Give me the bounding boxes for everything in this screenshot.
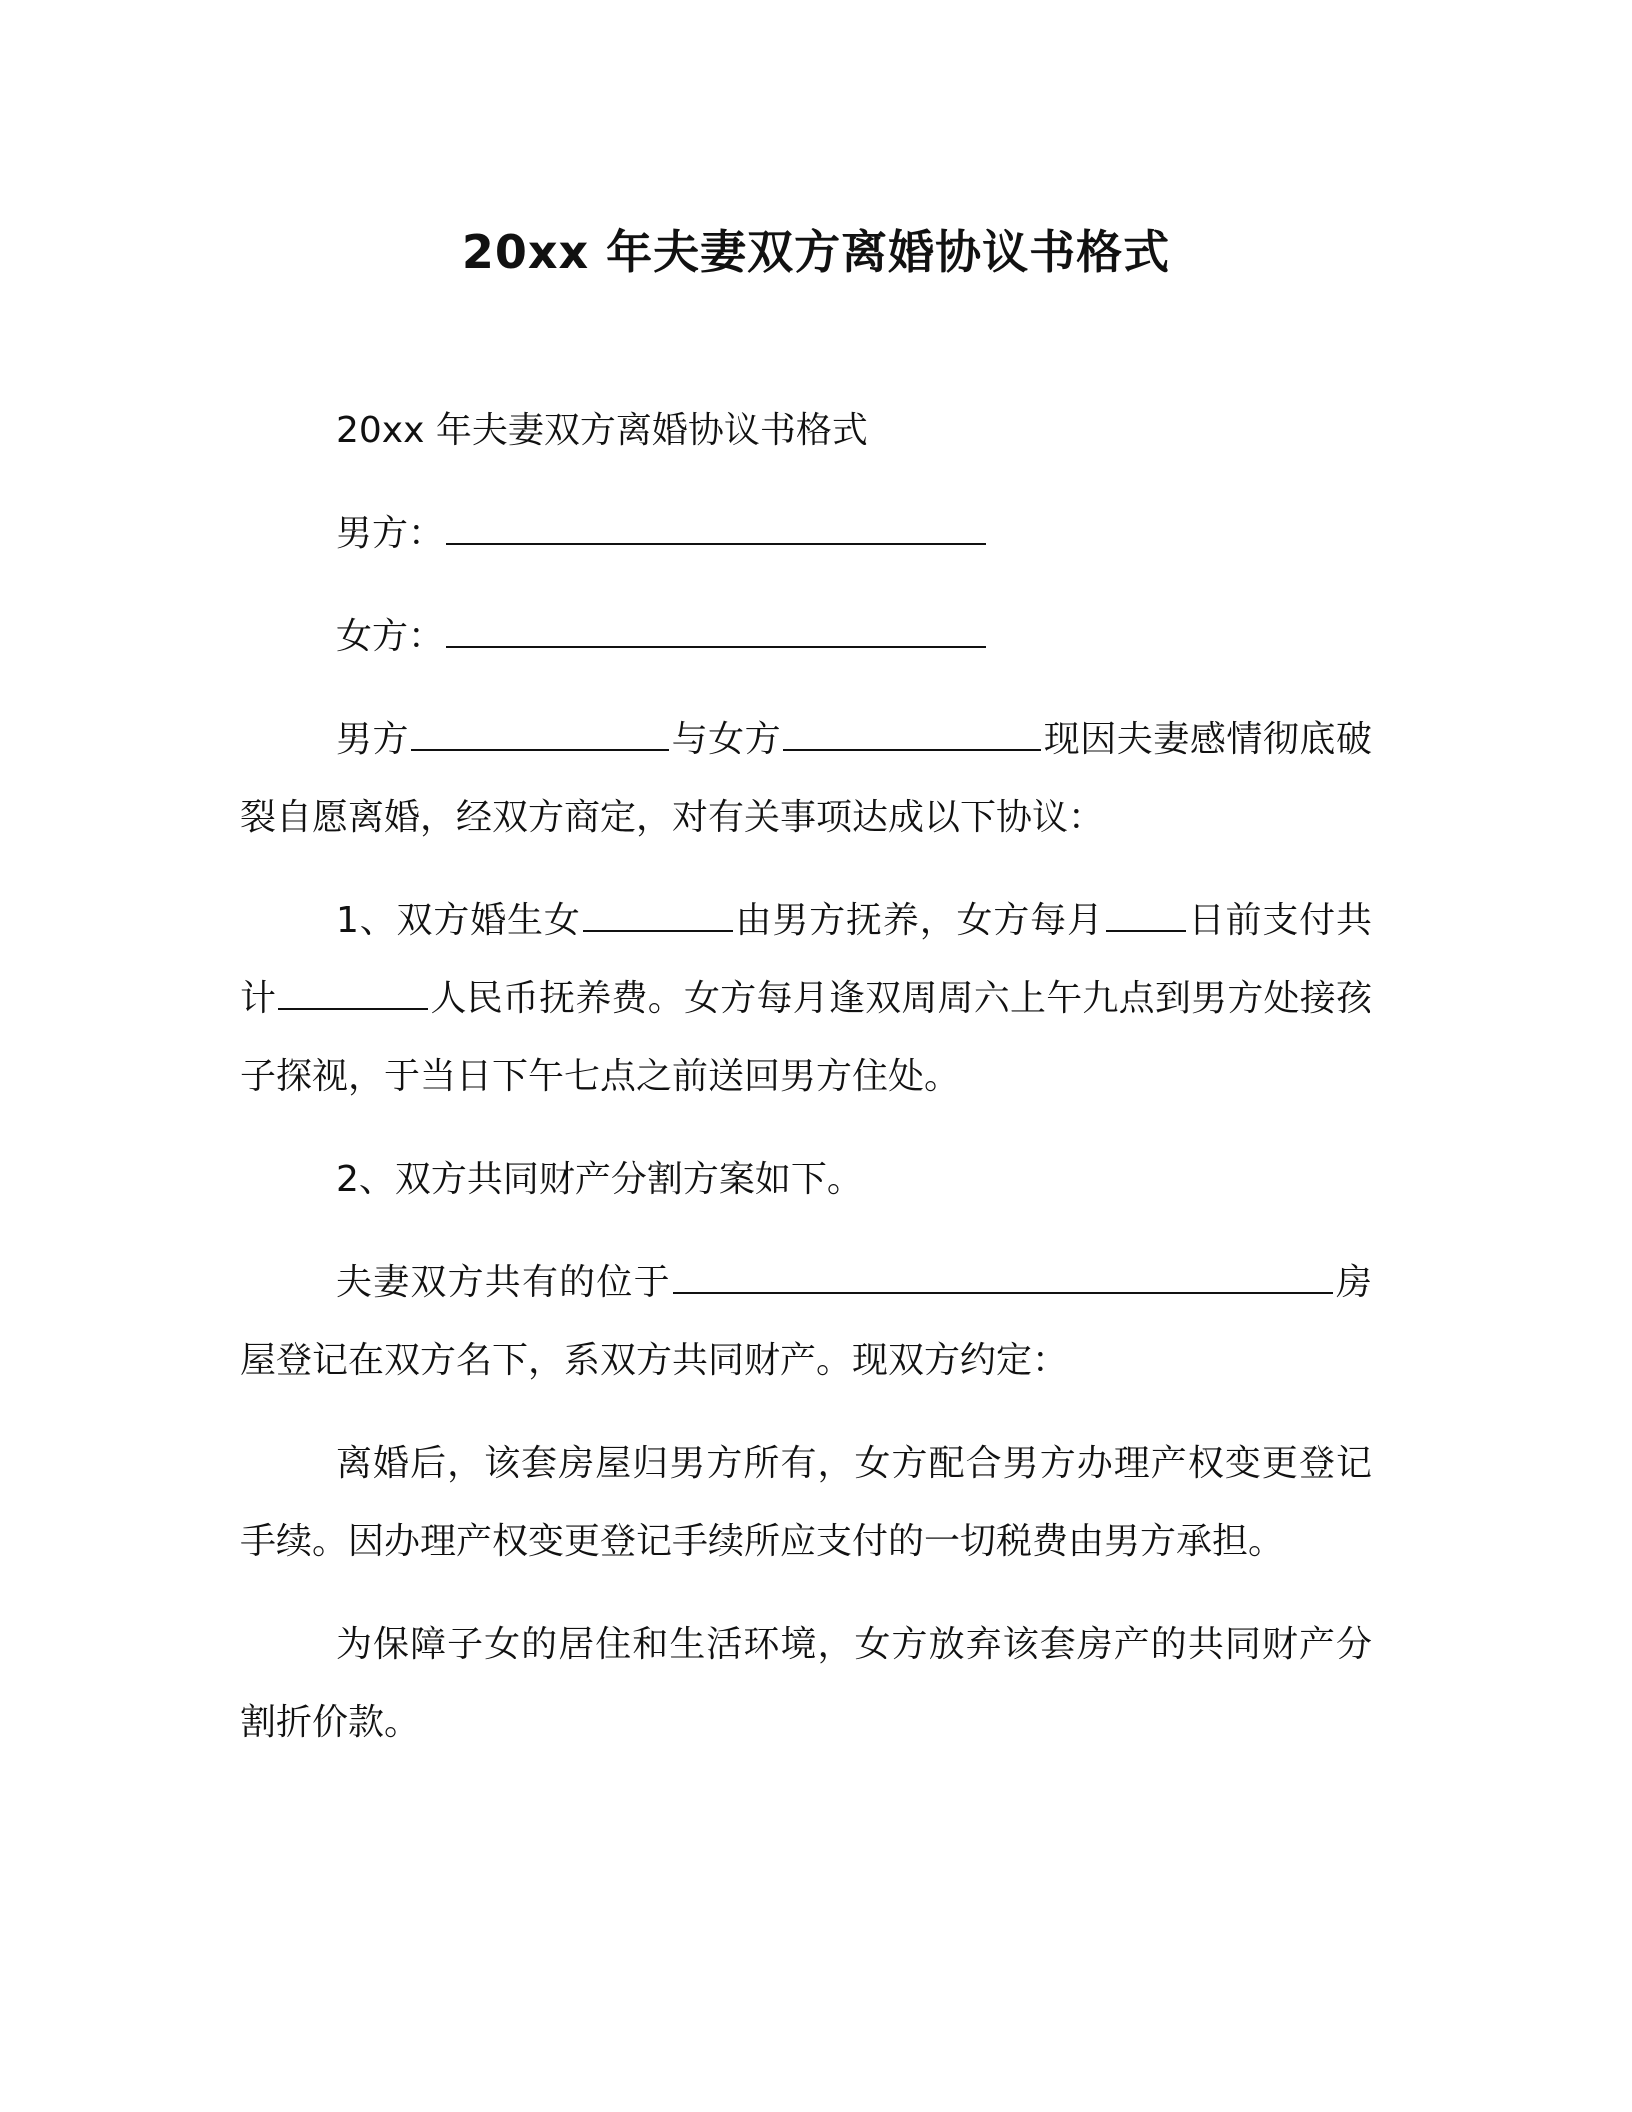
house-text-1: 夫妻双方共有的位于 bbox=[336, 1262, 671, 1303]
guarantee-text: 为保障子女的居住和生活环境，女方放弃该套房产的共同财产分割折价款。 bbox=[240, 1624, 1372, 1743]
woman-name-blank[interactable] bbox=[446, 614, 986, 648]
subtitle: 20xx 年夫妻双方离婚协议书格式 bbox=[336, 410, 868, 451]
intro-text-2: 与女方 bbox=[671, 719, 782, 760]
pay-day-blank[interactable] bbox=[1106, 898, 1186, 932]
subtitle-paragraph bbox=[240, 392, 1372, 470]
after-divorce-text: 离婚后，该套房屋归男方所有，女方配合男方办理产权变更登记手续。因办理产权变更登记手续所应支付的一切税费由男方承担。 bbox=[240, 1443, 1372, 1562]
house-paragraph bbox=[240, 1244, 1372, 1400]
clause-1-text-2: 由男方抚养，女方每月 bbox=[734, 900, 1104, 941]
clause-1-text-1: 1、双方婚生女 bbox=[336, 900, 581, 941]
clause-2-text: 2、双方共同财产分割方案如下。 bbox=[336, 1159, 863, 1200]
intro-text-3: 现因夫妻感情彻底破裂自愿离婚，经双方商定，对有关事项达成以下协议： bbox=[240, 719, 1372, 838]
woman-label: 女方： bbox=[336, 616, 445, 657]
clause-1-text-4: 人民币抚养费。女方每月逢双周周六上午九点到男方处接孩子探视，于当日下午七点之前送回男方住处。 bbox=[240, 978, 1372, 1097]
intro-man-blank[interactable] bbox=[411, 717, 669, 751]
clause-1-paragraph bbox=[240, 882, 1372, 1116]
intro-paragraph bbox=[240, 701, 1372, 857]
house-address-blank[interactable] bbox=[673, 1260, 1333, 1294]
man-name-line bbox=[240, 495, 1372, 573]
intro-woman-blank[interactable] bbox=[783, 717, 1041, 751]
guarantee-paragraph bbox=[240, 1606, 1372, 1762]
man-name-blank[interactable] bbox=[446, 511, 986, 545]
clause-2-paragraph bbox=[240, 1141, 1372, 1219]
woman-name-line bbox=[240, 598, 1372, 676]
man-label: 男方： bbox=[336, 513, 445, 554]
intro-text-1: 男方 bbox=[336, 719, 410, 760]
after-divorce-paragraph bbox=[240, 1425, 1372, 1581]
document-body bbox=[240, 392, 1372, 1787]
clause-1-text-3: 日前支付共计 bbox=[240, 900, 1372, 1019]
document-title: 20xx 年夫妻双方离婚协议书格式 bbox=[461, 225, 1171, 279]
support-amount-blank[interactable] bbox=[278, 976, 428, 1010]
daughter-name-blank[interactable] bbox=[583, 898, 733, 932]
house-text-2: 房屋登记在双方名下，系双方共同财产。现双方约定： bbox=[240, 1262, 1372, 1381]
